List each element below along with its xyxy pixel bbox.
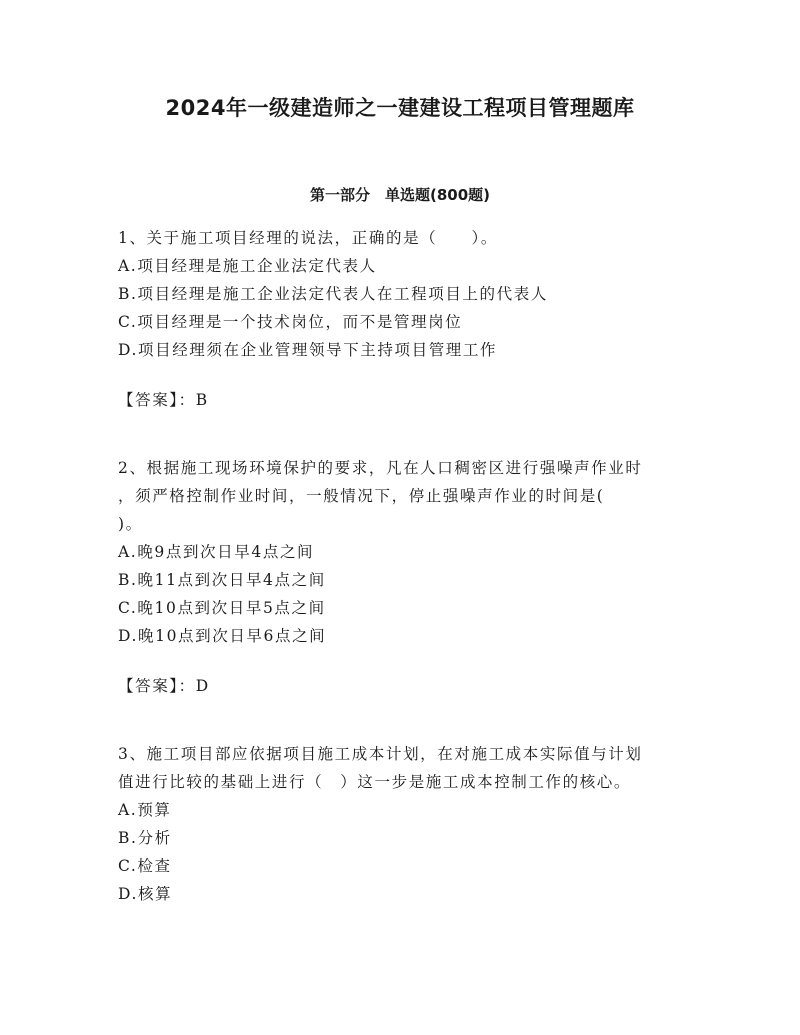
question-1-answer: 【答案】：B — [118, 391, 209, 409]
question-1-option-b: B.项目经理是施工企业法定代表人在工程项目上的代表人 — [118, 285, 548, 303]
question-1-option-c: C.项目经理是一个技术岗位，而不是管理岗位 — [118, 313, 463, 331]
question-3-option-a: A.预算 — [118, 801, 172, 819]
question-1-stem-line-1: 1、关于施工项目经理的说法，正确的是（ ）。 — [118, 229, 498, 247]
question-3 — [118, 740, 698, 908]
question-2-option-d: D.晚10点到次日早6点之间 — [118, 627, 327, 645]
question-3-option-b: B.分析 — [118, 829, 172, 847]
question-2-option-c: C.晚10点到次日早5点之间 — [118, 599, 326, 617]
section-heading: 第一部分 单选题(800题) — [309, 186, 491, 204]
question-1-option-a: A.项目经理是施工企业法定代表人 — [118, 257, 377, 275]
question-2-option-a: A.晚9点到次日早4点之间 — [118, 543, 315, 561]
question-2-stem-line-3: )。 — [118, 515, 143, 533]
document-title: 2024年一级建造师之一建建设工程项目管理题库 — [165, 96, 635, 120]
question-3-option-d: D.核算 — [118, 885, 173, 903]
question-2 — [118, 454, 698, 650]
question-3-option-c: C.检查 — [118, 857, 172, 875]
question-2-answer: 【答案】：D — [118, 677, 210, 695]
question-2-stem-line-2: ，须严格控制作业时间，一般情况下，停止强噪声作业的时间是( — [118, 487, 605, 505]
question-3-stem-line-1: 3、施工项目部应依据项目施工成本计划，在对施工成本实际值与计划 — [118, 745, 643, 763]
question-2-stem-line-1: 2、根据施工现场环境保护的要求，凡在人口稠密区进行强噪声作业时 — [118, 459, 643, 477]
question-2-option-b: B.晚11点到次日早4点之间 — [118, 571, 326, 589]
question-3-stem-line-2: 值进行比较的基础上进行（ ）这一步是施工成本控制工作的核心。 — [118, 773, 632, 791]
question-1-option-d: D.项目经理须在企业管理领导下主持项目管理工作 — [118, 341, 498, 359]
question-1 — [118, 224, 698, 364]
